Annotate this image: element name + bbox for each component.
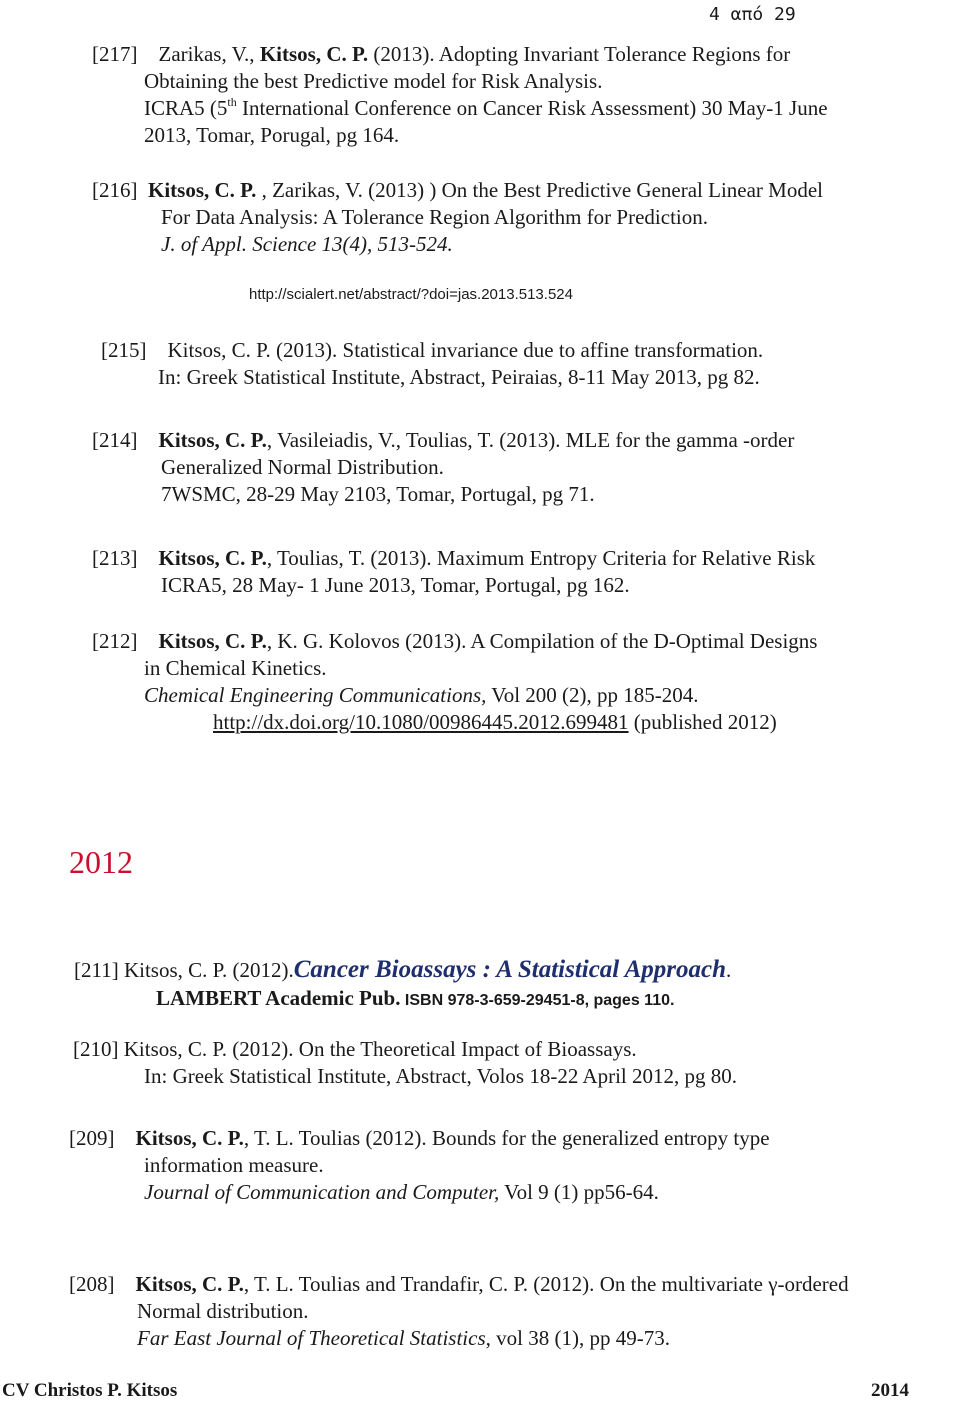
ref-title: A Compilation of the D-Optimal Designs	[466, 629, 818, 653]
footer-name: CV Christos P. Kitsos	[2, 1380, 178, 1401]
ref-publisher: LAMBERT Academic Pub.	[156, 986, 401, 1010]
ref-authors: Kitsos, C. P. (2012).	[118, 958, 294, 982]
page-indicator: 4 από 29	[709, 4, 796, 25]
reference-210	[73, 1036, 637, 1063]
ref-208-line2: Normal distribution.	[137, 1299, 309, 1323]
ref-journal: Chemical Engineering Communications,	[144, 683, 487, 707]
ref-216-line2: For Data Analysis: A Tolerance Region Algorithm for Prediction.	[161, 205, 708, 229]
ref-authors: Zarikas, V.,	[158, 42, 260, 66]
ref-number: [217]	[92, 42, 138, 66]
reference-208	[69, 1271, 849, 1298]
ref-title: Statistical invariance due to affine transformation.	[337, 338, 764, 362]
year-heading: 2012	[69, 844, 133, 880]
ref-214-line2: Generalized Normal Distribution.	[161, 455, 444, 479]
reference-215	[101, 337, 763, 364]
ref-conference-rest: International Conference on Cancer Risk Assessment) 30 May-1 June	[236, 96, 828, 120]
ref-authors: , Vasileiadis, V., Toulias, T. (2013).	[266, 428, 561, 452]
ref-number: [216]	[92, 178, 138, 202]
ref-conference: ICRA5 (5	[144, 96, 228, 120]
ref-title: On the Theoretical Impact of Bioassays.	[293, 1037, 637, 1061]
ref-authors: Kitsos, C. P. (2013).	[167, 338, 338, 362]
ref-210-line2: In: Greek Statistical Institute, Abstract, Volos 18-22 April 2012, pg 80.	[144, 1064, 738, 1088]
ref-author-highlight: Kitsos, C. P.	[158, 546, 267, 570]
ref-authors: , K. G. Kolovos (2013).	[266, 629, 467, 653]
ref-title: (2013) ) On the Best Predictive General Linear Model	[368, 178, 823, 202]
ref-details: Vol 9 (1) pp56-64.	[499, 1180, 659, 1204]
ref-details: , vol 38 (1), pp 49-73.	[485, 1326, 670, 1350]
reference-209	[69, 1125, 770, 1152]
ref-215-line2: In: Greek Statistical Institute, Abstract, Peiraias, 8-11 May 2013, pg 82.	[158, 365, 760, 389]
ref-number: [215]	[101, 338, 147, 362]
ref-title: Bounds for the generalized entropy type	[426, 1126, 770, 1150]
ref-note: (published 2012)	[628, 710, 777, 734]
ref-author-highlight: Kitsos, C. P.	[135, 1272, 244, 1296]
ref-year: (2013).	[368, 42, 435, 66]
ref-211-line2	[156, 985, 674, 1014]
ref-217-line2: Obtaining the best Predictive model for Risk Analysis.	[144, 69, 603, 93]
ref-number: [212]	[92, 629, 138, 653]
ref-number: [213]	[92, 546, 138, 570]
ref-214-line3: 7WSMC, 28-29 May 2103, Tomar, Portugal, pg 71.	[161, 482, 595, 506]
ref-author-highlight: Kitsos, C. P.	[259, 42, 369, 66]
ref-number: [211]	[74, 958, 119, 982]
ref-author-highlight: Kitsos, C. P.	[158, 428, 267, 452]
ref-number: [209]	[69, 1126, 115, 1150]
ref-author-highlight: Kitsos, C. P.	[158, 629, 267, 653]
ref-216-journal: J. of Appl. Science 13(4), 513-524.	[161, 232, 453, 256]
ref-authors: , T. L. Toulias (2012).	[243, 1126, 427, 1150]
ref-isbn: ISBN 978-3-659-29451-8, pages 110.	[400, 992, 675, 1009]
ref-authors: , Toulias, T. (2013).	[266, 546, 432, 570]
ref-authors: , Zarikas, V.	[256, 178, 369, 202]
ref-authors: , T. L. Toulias and Trandafir, C. P. (2012).	[243, 1272, 595, 1296]
ref-number: [208]	[69, 1272, 115, 1296]
reference-212	[92, 628, 817, 655]
ref-details: Vol 200 (2), pp 185-204.	[486, 683, 699, 707]
ref-journal: Far East Journal of Theoretical Statistics	[137, 1326, 486, 1350]
footer-year: 2014	[871, 1380, 909, 1401]
ref-title: MLE for the gamma -order	[560, 428, 795, 452]
ref-212-line2: in Chemical Kinetics.	[144, 656, 327, 680]
ref-209-line2: information measure.	[144, 1153, 324, 1177]
ref-212-line4	[213, 709, 777, 736]
ref-217-line4: 2013, Tomar, Porugal, pg 164.	[144, 123, 400, 147]
ref-journal: Journal of Communication and Computer,	[144, 1180, 500, 1204]
reference-213	[92, 545, 815, 572]
ref-authors: Kitsos, C. P. (2012).	[118, 1037, 294, 1061]
ref-217-line3	[144, 95, 828, 122]
reference-211	[74, 956, 731, 984]
reference-214	[92, 427, 794, 454]
ref-212-line3	[144, 682, 699, 709]
ref-number: [210]	[73, 1037, 119, 1061]
reference-217	[92, 41, 790, 68]
ref-208-line3	[137, 1325, 670, 1352]
ref-author-highlight: Kitsos, C. P.	[148, 178, 257, 202]
ref-superscript: th	[227, 95, 237, 109]
ref-title: Adopting Invariant Tolerance Regions for	[434, 42, 791, 66]
ref-title-end: .	[725, 958, 732, 982]
ref-author-highlight: Kitsos, C. P.	[135, 1126, 244, 1150]
ref-title: Maximum Entropy Criteria for Relative Risk	[431, 546, 816, 570]
reference-216	[92, 177, 823, 204]
ref-number: [214]	[92, 428, 138, 452]
ref-book-title: Cancer Bioassays : A Statistical Approach	[293, 956, 726, 983]
ref-216-url[interactable]: http://scialert.net/abstract/?doi=jas.2013.513.524	[249, 286, 573, 303]
ref-213-line2: ICRA5, 28 May- 1 June 2013, Tomar, Portugal, pg 162.	[161, 573, 630, 597]
ref-doi-link[interactable]: http://dx.doi.org/10.1080/00986445.2012.699481	[213, 710, 629, 734]
ref-209-line3	[144, 1179, 659, 1206]
ref-title: On the multivariate γ-ordered	[594, 1272, 849, 1296]
